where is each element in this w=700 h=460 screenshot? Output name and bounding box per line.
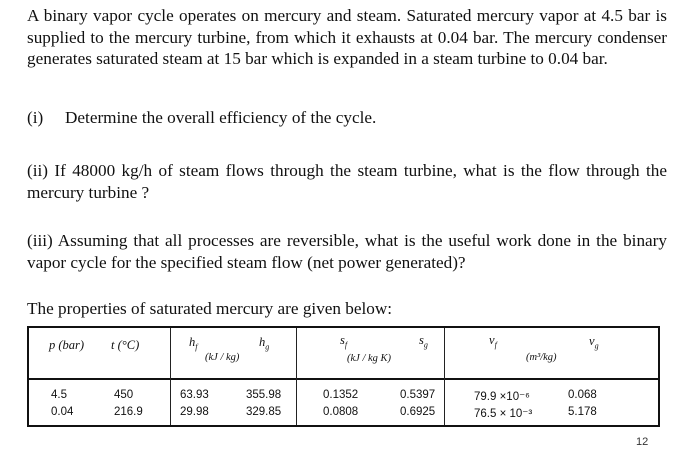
question-1: [27, 107, 667, 129]
cell-pressure: 4.5: [51, 389, 67, 401]
header-vg: $v_g$: [589, 334, 599, 351]
header-temperature: t (°C): [111, 338, 140, 352]
page-number: 12: [636, 436, 649, 448]
header-vf: $v_f$: [489, 333, 497, 350]
cell-temperature: 450: [114, 389, 134, 401]
column-divider: [170, 328, 171, 425]
cell-vf: 76.5 × 10⁻³: [474, 408, 533, 420]
cell-hf: 29.98: [180, 406, 209, 418]
header-hg: $h_g$: [259, 335, 270, 352]
header-s-unit: (kJ / kg K): [347, 353, 392, 364]
header-sg: $s_g$: [419, 333, 428, 350]
column-divider: [296, 328, 297, 425]
header-sf: $s_f$: [340, 333, 348, 350]
cell-vg: 0.068: [568, 389, 597, 401]
header-hf: $h_f$: [189, 335, 198, 352]
cell-hf: 63.93: [180, 389, 209, 401]
problem-statement: A binary vapor cycle operates on mercury and steam. Saturated mercury vapor at 4.5 bar is supplied to the mercury turbine, from which it exhausts at 0.04 bar. The mercury condenser generates saturated steam at 15 bar which is expanded in a steam turbine to 0.04 bar.: [27, 6, 667, 68]
cell-pressure: 0.04: [51, 406, 74, 418]
header-v-unit: (m³/kg): [526, 352, 557, 363]
cell-vg: 5.178: [568, 406, 597, 418]
cell-hg: 355.98: [246, 389, 282, 401]
question-1-number: (i): [27, 108, 44, 127]
question-1-text: Determine the overall efficiency of the cycle.: [65, 108, 377, 127]
cell-sf: 0.1352: [323, 389, 359, 401]
question-2: (ii) If 48000 kg/h of steam flows through the steam turbine, what is the flow through the mercury turbine ?: [27, 161, 667, 202]
header-h-unit: (kJ / kg): [205, 352, 240, 363]
question-3: (iii) Assuming that all processes are reversible, what is the useful work done in the binary vapor cycle for the specified steam flow (net power generated)?: [27, 231, 667, 272]
cell-hg: 329.85: [246, 406, 282, 418]
cell-sg: 0.6925: [400, 406, 436, 418]
cell-temperature: 216.9: [114, 406, 143, 418]
mercury-properties-table: [27, 326, 660, 427]
cell-sg: 0.5397: [400, 389, 436, 401]
cell-vf: 79.9 ×10⁻⁶: [474, 391, 530, 403]
header-pressure: p (bar): [49, 338, 85, 352]
cell-sf: 0.0808: [323, 406, 359, 418]
properties-caption: The properties of saturated mercury are given below:: [27, 299, 393, 318]
header-divider: [29, 378, 658, 380]
column-divider: [444, 328, 445, 425]
